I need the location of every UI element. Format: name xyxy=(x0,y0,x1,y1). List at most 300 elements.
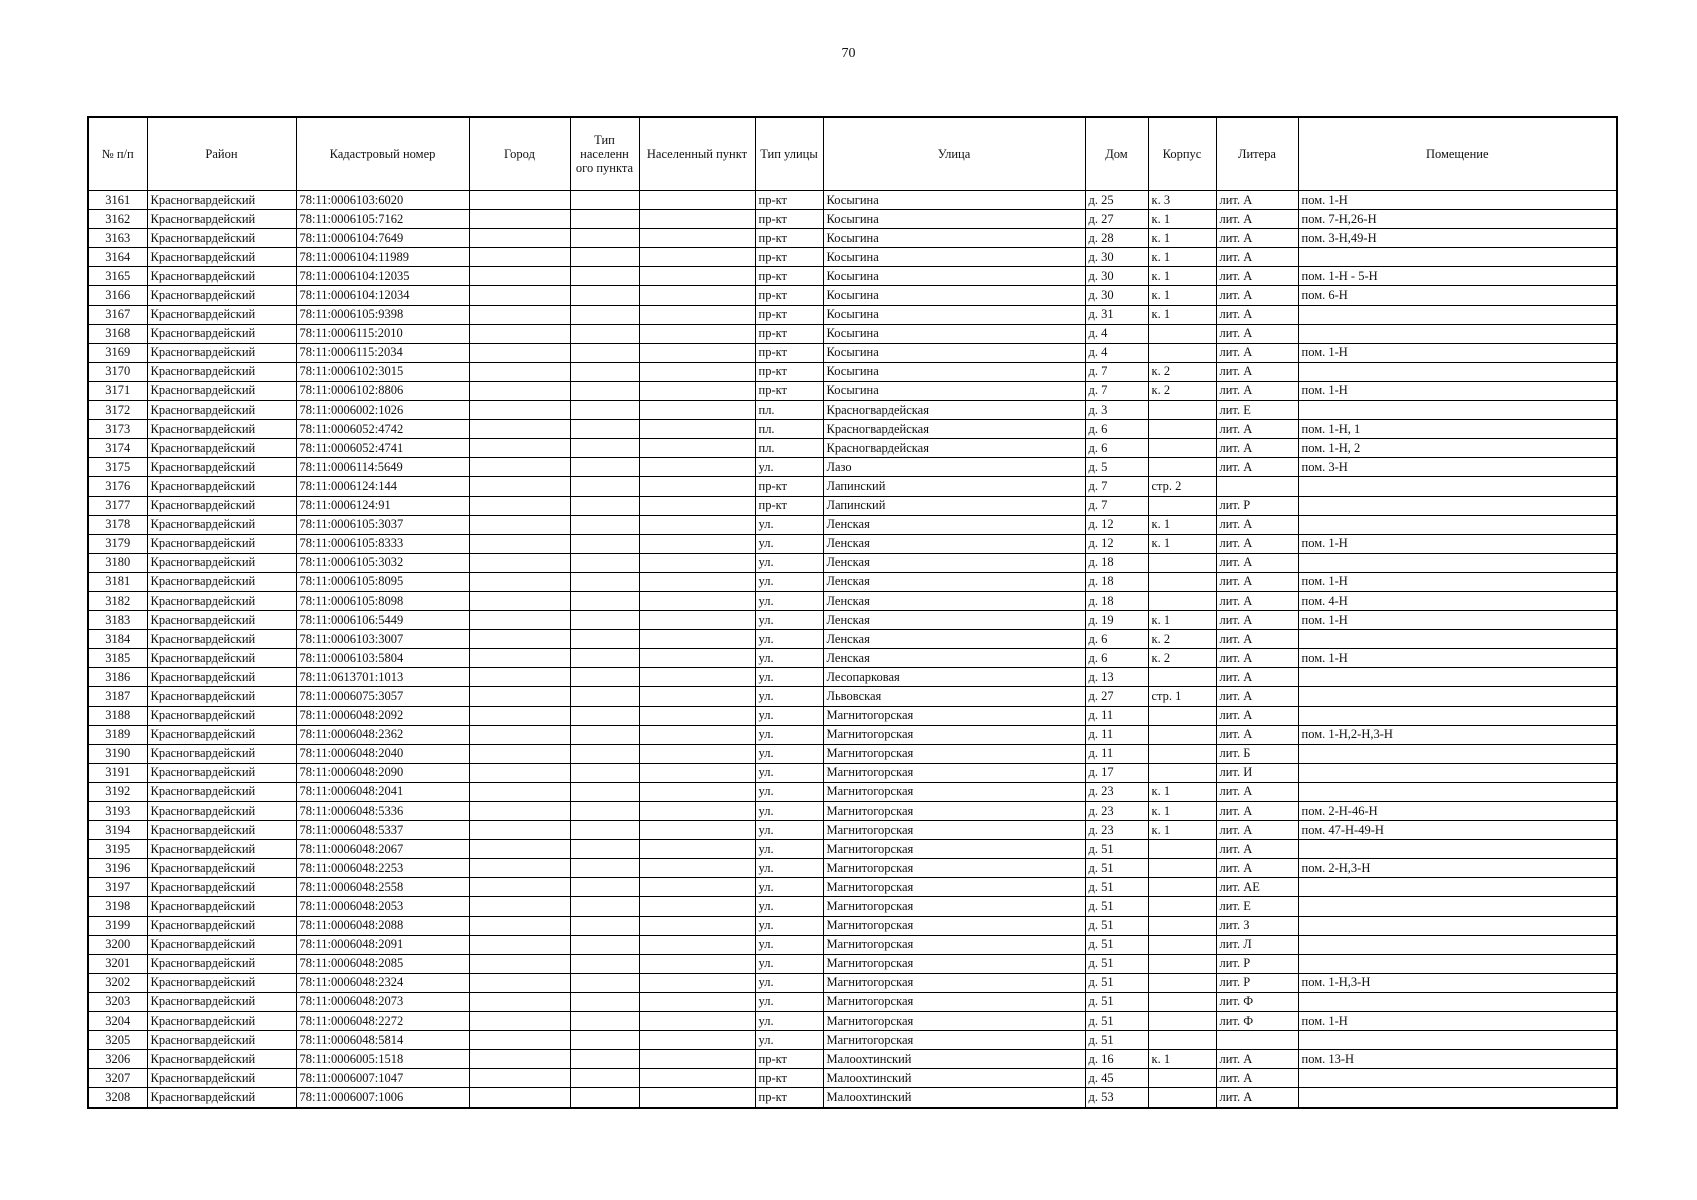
cell-letter: лит. А xyxy=(1216,687,1298,706)
cell-letter: лит. А xyxy=(1216,782,1298,801)
cell-building xyxy=(1148,343,1216,362)
cell-street-type: ул. xyxy=(755,973,823,992)
cell-city xyxy=(469,439,570,458)
table-row xyxy=(88,496,1617,515)
header-building: Корпус xyxy=(1148,117,1216,191)
cell-settlement xyxy=(639,515,755,534)
cell-district: Красногвардейский xyxy=(147,324,296,343)
cell-settlement-type xyxy=(570,515,639,534)
cell-street-type: ул. xyxy=(755,630,823,649)
cell-cadastral-number: 78:11:0006048:2085 xyxy=(296,954,469,973)
cell-street: Магнитогорская xyxy=(823,935,1085,954)
cell-settlement xyxy=(639,687,755,706)
cell-settlement-type xyxy=(570,248,639,267)
header-settlement-type: Тип населенн ого пункта xyxy=(570,117,639,191)
cell-district: Красногвардейский xyxy=(147,401,296,420)
cell-district: Красногвардейский xyxy=(147,954,296,973)
cell-house: д. 16 xyxy=(1085,1050,1148,1069)
cell-city xyxy=(469,1069,570,1088)
cell-street-type: ул. xyxy=(755,744,823,763)
cell-settlement xyxy=(639,477,755,496)
cell-district: Красногвардейский xyxy=(147,191,296,210)
cell-street-type: пр-кт xyxy=(755,496,823,515)
cell-row-number: 3194 xyxy=(88,821,147,840)
cell-building xyxy=(1148,553,1216,572)
cell-house: д. 30 xyxy=(1085,248,1148,267)
cell-street: Малоохтинский xyxy=(823,1069,1085,1088)
cell-settlement xyxy=(639,763,755,782)
cell-premises xyxy=(1298,515,1617,534)
cell-street-type: пр-кт xyxy=(755,248,823,267)
cell-row-number: 3197 xyxy=(88,878,147,897)
table-row xyxy=(88,381,1617,400)
cell-district: Красногвардейский xyxy=(147,668,296,687)
cell-building xyxy=(1148,935,1216,954)
cell-letter: лит. А xyxy=(1216,572,1298,591)
cell-house: д. 11 xyxy=(1085,725,1148,744)
cell-district: Красногвардейский xyxy=(147,935,296,954)
cell-house: д. 18 xyxy=(1085,591,1148,610)
cell-house: д. 4 xyxy=(1085,324,1148,343)
cell-premises xyxy=(1298,954,1617,973)
cell-settlement xyxy=(639,649,755,668)
cell-row-number: 3167 xyxy=(88,305,147,324)
cell-settlement-type xyxy=(570,630,639,649)
table-row xyxy=(88,611,1617,630)
cell-settlement-type xyxy=(570,1012,639,1031)
table-row xyxy=(88,1069,1617,1088)
cell-street: Косыгина xyxy=(823,343,1085,362)
cell-building: к. 1 xyxy=(1148,1050,1216,1069)
cell-building xyxy=(1148,725,1216,744)
cell-city xyxy=(469,763,570,782)
cell-row-number: 3191 xyxy=(88,763,147,782)
cell-settlement xyxy=(639,591,755,610)
cell-cadastral-number: 78:11:0006104:7649 xyxy=(296,229,469,248)
cell-premises: пом. 1-Н xyxy=(1298,572,1617,591)
cell-premises xyxy=(1298,744,1617,763)
cell-cadastral-number: 78:11:0006105:7162 xyxy=(296,210,469,229)
cell-settlement-type xyxy=(570,649,639,668)
cell-house: д. 23 xyxy=(1085,821,1148,840)
cell-district: Красногвардейский xyxy=(147,1088,296,1108)
cell-district: Красногвардейский xyxy=(147,343,296,362)
cell-street-type: ул. xyxy=(755,687,823,706)
cell-district: Красногвардейский xyxy=(147,725,296,744)
cell-district: Красногвардейский xyxy=(147,286,296,305)
cell-letter: лит. А xyxy=(1216,305,1298,324)
header-district: Район xyxy=(147,117,296,191)
cell-premises: пом. 1-Н xyxy=(1298,343,1617,362)
cell-premises: пом. 1-Н,3-Н xyxy=(1298,973,1617,992)
cell-house: д. 51 xyxy=(1085,1012,1148,1031)
cell-house: д. 11 xyxy=(1085,744,1148,763)
cell-district: Красногвардейский xyxy=(147,706,296,725)
table-row xyxy=(88,286,1617,305)
cell-row-number: 3174 xyxy=(88,439,147,458)
table-row xyxy=(88,725,1617,744)
cell-street: Красногвардейская xyxy=(823,439,1085,458)
cell-settlement xyxy=(639,1012,755,1031)
cell-settlement-type xyxy=(570,1088,639,1108)
cell-street-type: ул. xyxy=(755,954,823,973)
cell-city xyxy=(469,802,570,821)
cell-district: Красногвардейский xyxy=(147,687,296,706)
cell-street: Косыгина xyxy=(823,305,1085,324)
cell-letter: лит. А xyxy=(1216,515,1298,534)
cell-settlement-type xyxy=(570,496,639,515)
cell-house: д. 51 xyxy=(1085,935,1148,954)
cell-street: Магнитогорская xyxy=(823,1012,1085,1031)
cell-street-type: ул. xyxy=(755,897,823,916)
cell-district: Красногвардейский xyxy=(147,381,296,400)
cell-street-type: ул. xyxy=(755,840,823,859)
cell-building xyxy=(1148,859,1216,878)
cell-city xyxy=(469,1012,570,1031)
cell-cadastral-number: 78:11:0006048:2092 xyxy=(296,706,469,725)
cell-cadastral-number: 78:11:0006048:2088 xyxy=(296,916,469,935)
cell-settlement-type xyxy=(570,210,639,229)
cell-street: Магнитогорская xyxy=(823,706,1085,725)
cell-street: Магнитогорская xyxy=(823,1031,1085,1050)
cell-street-type: ул. xyxy=(755,649,823,668)
cell-cadastral-number: 78:11:0006075:3057 xyxy=(296,687,469,706)
cell-street: Лазо xyxy=(823,458,1085,477)
cell-row-number: 3190 xyxy=(88,744,147,763)
cell-letter: лит. А xyxy=(1216,210,1298,229)
cell-letter: лит. А xyxy=(1216,725,1298,744)
cell-settlement xyxy=(639,611,755,630)
cell-building: к. 1 xyxy=(1148,802,1216,821)
cell-cadastral-number: 78:11:0006002:1026 xyxy=(296,401,469,420)
cell-cadastral-number: 78:11:0006106:5449 xyxy=(296,611,469,630)
cell-settlement xyxy=(639,744,755,763)
cell-premises xyxy=(1298,248,1617,267)
cell-street: Магнитогорская xyxy=(823,897,1085,916)
cell-district: Красногвардейский xyxy=(147,1012,296,1031)
cell-street-type: пр-кт xyxy=(755,362,823,381)
cell-settlement-type xyxy=(570,840,639,859)
cell-city xyxy=(469,935,570,954)
cell-cadastral-number: 78:11:0006115:2010 xyxy=(296,324,469,343)
cell-building: к. 1 xyxy=(1148,267,1216,286)
cell-letter: лит. А xyxy=(1216,458,1298,477)
cell-settlement-type xyxy=(570,1031,639,1050)
cell-settlement-type xyxy=(570,725,639,744)
cell-city xyxy=(469,725,570,744)
cell-row-number: 3182 xyxy=(88,591,147,610)
cell-row-number: 3206 xyxy=(88,1050,147,1069)
cell-building: к. 2 xyxy=(1148,649,1216,668)
cell-row-number: 3181 xyxy=(88,572,147,591)
cell-building xyxy=(1148,401,1216,420)
cell-house: д. 6 xyxy=(1085,439,1148,458)
cell-building xyxy=(1148,1088,1216,1108)
cell-building xyxy=(1148,1012,1216,1031)
cell-settlement-type xyxy=(570,782,639,801)
cell-premises: пом. 1-Н - 5-Н xyxy=(1298,267,1617,286)
table-row xyxy=(88,840,1617,859)
cell-letter: лит. А xyxy=(1216,229,1298,248)
table-row xyxy=(88,706,1617,725)
cell-premises: пом. 2-Н-46-Н xyxy=(1298,802,1617,821)
cell-street-type: ул. xyxy=(755,1012,823,1031)
table-row xyxy=(88,534,1617,553)
cell-settlement-type xyxy=(570,802,639,821)
page-number: 70 xyxy=(841,46,856,61)
cell-settlement-type xyxy=(570,687,639,706)
cell-settlement-type xyxy=(570,859,639,878)
cell-settlement xyxy=(639,668,755,687)
table-row xyxy=(88,305,1617,324)
cell-settlement xyxy=(639,1069,755,1088)
cell-premises xyxy=(1298,687,1617,706)
cell-settlement-type xyxy=(570,1050,639,1069)
cell-house: д. 51 xyxy=(1085,973,1148,992)
cell-street-type: ул. xyxy=(755,878,823,897)
table-body xyxy=(88,191,1617,1108)
cell-letter: лит. Р xyxy=(1216,954,1298,973)
cell-building xyxy=(1148,668,1216,687)
cell-row-number: 3193 xyxy=(88,802,147,821)
cell-building xyxy=(1148,992,1216,1011)
cell-district: Красногвардейский xyxy=(147,458,296,477)
cell-street: Магнитогорская xyxy=(823,954,1085,973)
cell-street-type: пл. xyxy=(755,401,823,420)
table-row xyxy=(88,362,1617,381)
cell-street: Косыгина xyxy=(823,248,1085,267)
cell-row-number: 3176 xyxy=(88,477,147,496)
cell-settlement-type xyxy=(570,916,639,935)
header-city: Город xyxy=(469,117,570,191)
cell-cadastral-number: 78:11:0006103:5804 xyxy=(296,649,469,668)
cell-letter: лит. А xyxy=(1216,630,1298,649)
cell-premises xyxy=(1298,935,1617,954)
cell-street-type: ул. xyxy=(755,591,823,610)
cell-letter: лит. А xyxy=(1216,706,1298,725)
cell-cadastral-number: 78:11:0006048:5814 xyxy=(296,1031,469,1050)
cell-cadastral-number: 78:11:0006104:12035 xyxy=(296,267,469,286)
cell-building: к. 3 xyxy=(1148,191,1216,210)
cell-building: к. 1 xyxy=(1148,782,1216,801)
cell-street: Магнитогорская xyxy=(823,916,1085,935)
table-header-row xyxy=(88,117,1617,191)
cell-premises xyxy=(1298,1088,1617,1108)
cell-building: к. 2 xyxy=(1148,362,1216,381)
cell-premises: пом. 1-Н,2-Н,3-Н xyxy=(1298,725,1617,744)
cell-premises xyxy=(1298,553,1617,572)
cell-settlement xyxy=(639,267,755,286)
cell-city xyxy=(469,267,570,286)
cell-letter: лит. А xyxy=(1216,343,1298,362)
cell-district: Красногвардейский xyxy=(147,763,296,782)
cell-premises xyxy=(1298,992,1617,1011)
cell-house: д. 4 xyxy=(1085,343,1148,362)
cell-letter: лит. А xyxy=(1216,1069,1298,1088)
cell-cadastral-number: 78:11:0006104:11989 xyxy=(296,248,469,267)
cell-street: Ленская xyxy=(823,611,1085,630)
cell-house: д. 18 xyxy=(1085,572,1148,591)
cell-district: Красногвардейский xyxy=(147,553,296,572)
cell-city xyxy=(469,534,570,553)
cell-house: д. 27 xyxy=(1085,210,1148,229)
cell-cadastral-number: 78:11:0006105:9398 xyxy=(296,305,469,324)
cell-cadastral-number: 78:11:0006105:3032 xyxy=(296,553,469,572)
cell-street: Ленская xyxy=(823,515,1085,534)
table-row xyxy=(88,763,1617,782)
cell-cadastral-number: 78:11:0006114:5649 xyxy=(296,458,469,477)
cell-building: к. 2 xyxy=(1148,630,1216,649)
cell-row-number: 3168 xyxy=(88,324,147,343)
cell-city xyxy=(469,496,570,515)
cell-street: Магнитогорская xyxy=(823,973,1085,992)
cell-settlement xyxy=(639,1031,755,1050)
cell-settlement-type xyxy=(570,821,639,840)
cell-building xyxy=(1148,878,1216,897)
cell-row-number: 3169 xyxy=(88,343,147,362)
cell-street-type: пр-кт xyxy=(755,286,823,305)
cell-house: д. 5 xyxy=(1085,458,1148,477)
cell-cadastral-number: 78:11:0613701:1013 xyxy=(296,668,469,687)
cell-house: д. 7 xyxy=(1085,362,1148,381)
cell-city xyxy=(469,878,570,897)
cell-letter: лит. А xyxy=(1216,649,1298,668)
cell-street-type: ул. xyxy=(755,992,823,1011)
table-row xyxy=(88,324,1617,343)
cell-city xyxy=(469,897,570,916)
cell-settlement-type xyxy=(570,744,639,763)
cell-street: Косыгина xyxy=(823,381,1085,400)
cell-city xyxy=(469,840,570,859)
cell-house: д. 7 xyxy=(1085,496,1148,515)
cell-settlement xyxy=(639,248,755,267)
cell-cadastral-number: 78:11:0006048:5337 xyxy=(296,821,469,840)
cell-house: д. 3 xyxy=(1085,401,1148,420)
table-row xyxy=(88,782,1617,801)
cell-settlement xyxy=(639,897,755,916)
cell-street-type: ул. xyxy=(755,916,823,935)
cell-letter: лит. Ф xyxy=(1216,1012,1298,1031)
cell-district: Красногвардейский xyxy=(147,229,296,248)
cell-row-number: 3164 xyxy=(88,248,147,267)
cell-cadastral-number: 78:11:0006105:8098 xyxy=(296,591,469,610)
cell-letter: лит. А xyxy=(1216,1050,1298,1069)
table-row xyxy=(88,916,1617,935)
cell-cadastral-number: 78:11:0006007:1006 xyxy=(296,1088,469,1108)
cell-district: Красногвардейский xyxy=(147,821,296,840)
cell-letter: лит. Л xyxy=(1216,935,1298,954)
cell-street-type: пр-кт xyxy=(755,1069,823,1088)
cell-street: Ленская xyxy=(823,553,1085,572)
cell-street-type: ул. xyxy=(755,515,823,534)
cell-district: Красногвардейский xyxy=(147,591,296,610)
cell-premises xyxy=(1298,878,1617,897)
cell-settlement-type xyxy=(570,324,639,343)
cell-district: Красногвардейский xyxy=(147,362,296,381)
cell-district: Красногвардейский xyxy=(147,572,296,591)
cell-house: д. 23 xyxy=(1085,782,1148,801)
cell-row-number: 3166 xyxy=(88,286,147,305)
cell-city xyxy=(469,954,570,973)
cell-city xyxy=(469,553,570,572)
cell-row-number: 3173 xyxy=(88,420,147,439)
cell-premises xyxy=(1298,706,1617,725)
cell-house: д. 7 xyxy=(1085,477,1148,496)
cell-building: к. 1 xyxy=(1148,229,1216,248)
cell-premises: пом. 7-Н,26-Н xyxy=(1298,210,1617,229)
cell-building: к. 1 xyxy=(1148,515,1216,534)
cell-city xyxy=(469,744,570,763)
cell-settlement-type xyxy=(570,343,639,362)
cell-street-type: ул. xyxy=(755,668,823,687)
cell-premises xyxy=(1298,401,1617,420)
cell-settlement xyxy=(639,782,755,801)
cell-letter: лит. А xyxy=(1216,324,1298,343)
cell-settlement xyxy=(639,324,755,343)
cell-district: Красногвардейский xyxy=(147,1050,296,1069)
cell-district: Красногвардейский xyxy=(147,477,296,496)
cell-district: Красногвардейский xyxy=(147,496,296,515)
cell-street-type: ул. xyxy=(755,725,823,744)
cell-street-type: ул. xyxy=(755,802,823,821)
cell-cadastral-number: 78:11:0006048:2324 xyxy=(296,973,469,992)
cell-premises xyxy=(1298,840,1617,859)
cell-building xyxy=(1148,763,1216,782)
cell-settlement xyxy=(639,191,755,210)
cell-house: д. 30 xyxy=(1085,267,1148,286)
cell-cadastral-number: 78:11:0006105:8095 xyxy=(296,572,469,591)
cell-row-number: 3170 xyxy=(88,362,147,381)
cell-row-number: 3161 xyxy=(88,191,147,210)
cell-settlement-type xyxy=(570,954,639,973)
cell-building: к. 1 xyxy=(1148,821,1216,840)
cell-letter: лит. А xyxy=(1216,248,1298,267)
cell-settlement xyxy=(639,630,755,649)
cell-city xyxy=(469,687,570,706)
cell-street: Косыгина xyxy=(823,286,1085,305)
cell-building xyxy=(1148,496,1216,515)
cell-premises: пом. 4-Н xyxy=(1298,591,1617,610)
cell-letter: лит. А xyxy=(1216,821,1298,840)
cell-premises xyxy=(1298,916,1617,935)
cell-settlement xyxy=(639,802,755,821)
cell-street-type: ул. xyxy=(755,821,823,840)
cell-district: Красногвардейский xyxy=(147,611,296,630)
table-row xyxy=(88,191,1617,210)
cell-city xyxy=(469,591,570,610)
cell-letter: лит. Ф xyxy=(1216,992,1298,1011)
cell-street: Магнитогорская xyxy=(823,992,1085,1011)
table-row xyxy=(88,267,1617,286)
cell-settlement-type xyxy=(570,668,639,687)
cell-letter: лит. А xyxy=(1216,553,1298,572)
cell-settlement-type xyxy=(570,935,639,954)
cell-house: д. 25 xyxy=(1085,191,1148,210)
cell-house: д. 31 xyxy=(1085,305,1148,324)
cell-row-number: 3186 xyxy=(88,668,147,687)
cell-letter: лит. АЕ xyxy=(1216,878,1298,897)
cell-district: Красногвардейский xyxy=(147,744,296,763)
cell-settlement xyxy=(639,916,755,935)
cell-settlement xyxy=(639,343,755,362)
cell-street: Магнитогорская xyxy=(823,802,1085,821)
cell-settlement xyxy=(639,534,755,553)
cell-cadastral-number: 78:11:0006048:2090 xyxy=(296,763,469,782)
cell-street-type: пр-кт xyxy=(755,477,823,496)
cell-building: к. 1 xyxy=(1148,286,1216,305)
cell-row-number: 3185 xyxy=(88,649,147,668)
table-row xyxy=(88,591,1617,610)
